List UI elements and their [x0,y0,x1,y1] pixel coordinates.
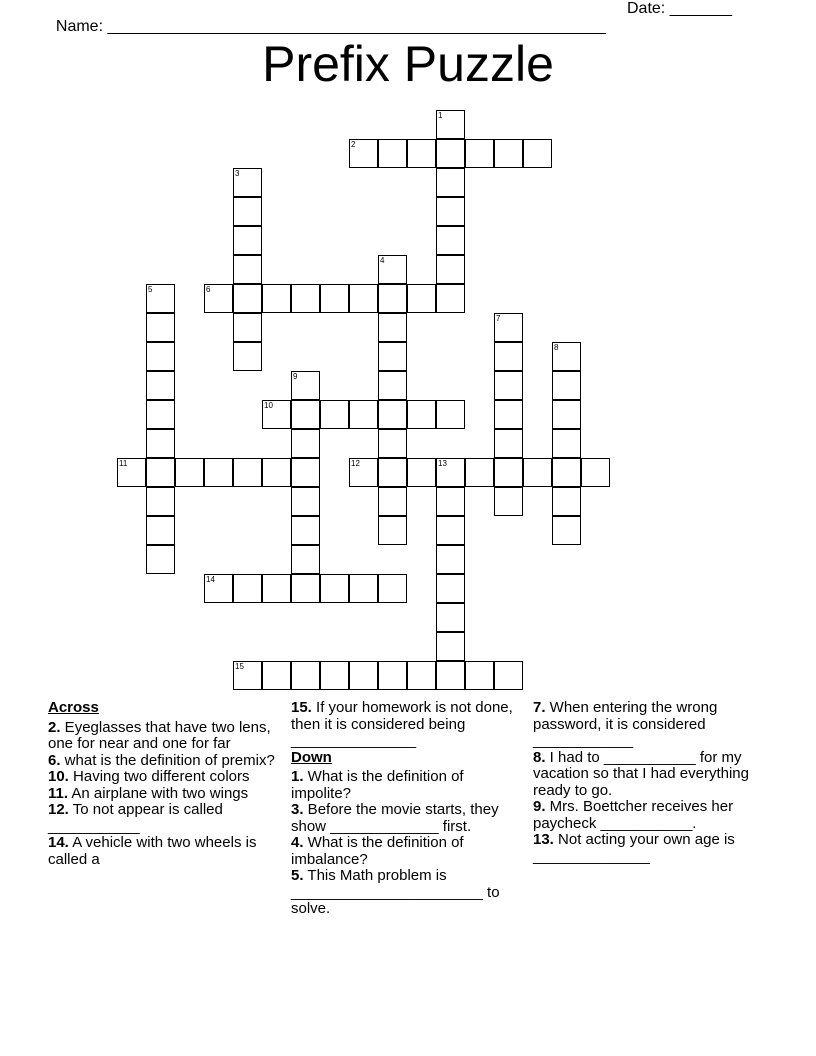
grid-cell[interactable] [407,458,436,487]
grid-cell[interactable] [436,197,465,226]
grid-cell[interactable] [436,632,465,661]
clue-text: What is the definition of imbalance? [291,834,464,868]
grid-cell[interactable] [407,661,436,690]
grid-cell[interactable] [146,400,175,429]
grid-cell[interactable] [436,487,465,516]
clue-text: This Math problem is _______________________ to solve. [291,867,500,917]
clue-item [48,802,284,835]
grid-cell[interactable] [552,458,581,487]
grid-cell[interactable] [262,400,291,429]
grid-cell[interactable] [494,458,523,487]
cell-number: 10 [264,401,273,410]
grid-cell[interactable] [349,574,378,603]
grid-cell[interactable] [291,516,320,545]
clue-text: If your homework is not done, then it is considered being _______________ [291,699,513,749]
grid-cell[interactable] [291,284,320,313]
across-clue-list [48,720,284,869]
grid-cell[interactable] [494,400,523,429]
clue-number: 8. [533,748,546,766]
cell-number: 4 [380,256,385,265]
cell-number: 3 [235,169,240,178]
grid-cell[interactable] [436,226,465,255]
grid-cell[interactable] [291,574,320,603]
grid-cell[interactable] [378,400,407,429]
clue-number: 7. [533,699,546,716]
grid-cell[interactable] [552,516,581,545]
grid-cell[interactable] [523,458,552,487]
clue-number: 1. [291,768,304,785]
cell-number: 5 [148,285,153,294]
grid-cell[interactable] [320,574,349,603]
clue-text: A vehicle with two wheels is called a [48,834,257,868]
clue-text: To not appear is called ___________ [48,801,223,835]
grid-cell[interactable] [378,574,407,603]
grid-cell[interactable] [552,371,581,400]
clue-text: What is the definition of impolite? [291,768,464,802]
clue-text: I had to ___________ for my vacation so that I had everything ready to go. [533,748,749,799]
grid-cell[interactable] [407,284,436,313]
grid-cell[interactable] [233,168,262,197]
grid-cell[interactable] [291,487,320,516]
grid-cell[interactable] [436,574,465,603]
grid-cell[interactable] [378,661,407,690]
clue-number: 6. [48,751,61,769]
grid-cell[interactable] [262,284,291,313]
grid-cell[interactable] [378,255,407,284]
grid-cell[interactable] [204,284,233,313]
clue-item [533,799,753,832]
grid-cell[interactable] [146,458,175,487]
date-field[interactable]: Date: _______ [627,0,732,17]
grid-cell[interactable] [146,429,175,458]
grid-cell[interactable] [204,458,233,487]
grid-cell[interactable] [407,400,436,429]
clue-number: 5. [291,867,304,884]
clue-number: 4. [291,834,304,851]
grid-cell[interactable] [146,313,175,342]
grid-cell[interactable] [233,458,262,487]
cell-number: 1 [438,111,443,120]
clue-item [291,802,527,835]
grid-cell[interactable] [320,284,349,313]
grid-cell[interactable] [378,487,407,516]
grid-cell[interactable] [291,371,320,400]
clue-item [533,832,753,865]
grid-cell[interactable] [436,110,465,139]
grid-cell[interactable] [378,139,407,168]
cell-number: 15 [235,662,244,671]
grid-cell[interactable] [349,458,378,487]
grid-cell[interactable] [494,342,523,371]
grid-cell[interactable] [494,487,523,516]
across-clue-list-continued [291,700,527,750]
grid-cell[interactable] [262,458,291,487]
grid-cell[interactable] [494,139,523,168]
grid-cell[interactable] [436,545,465,574]
grid-cell[interactable] [436,603,465,632]
grid-cell[interactable] [146,371,175,400]
down-clue-list-continued [533,700,753,865]
grid-cell[interactable] [262,574,291,603]
grid-cell[interactable] [436,284,465,313]
clue-text: Eyeglasses that have two lens, one for near and one for far [48,718,271,752]
clue-number: 9. [533,798,546,815]
grid-cell[interactable] [378,284,407,313]
grid-cell[interactable] [349,284,378,313]
grid-cell[interactable] [204,574,233,603]
grid-cell[interactable] [233,284,262,313]
cell-number: 7 [496,314,501,323]
clue-number: 2. [48,718,61,736]
grid-cell[interactable] [146,545,175,574]
grid-cell[interactable] [378,313,407,342]
grid-cell[interactable] [146,342,175,371]
clue-text: Mrs. Boettcher receives her paycheck ___________. [533,798,734,832]
cell-number: 11 [119,459,128,468]
clue-item [291,700,527,750]
cell-number: 14 [206,575,215,584]
grid-cell[interactable] [146,284,175,313]
clue-number: 3. [291,801,304,818]
clue-number: 13. [533,831,554,848]
clue-item [48,786,284,803]
clue-number: 11. [48,784,69,802]
grid-cell[interactable] [146,487,175,516]
clue-text: An airplane with two wings [68,784,249,802]
grid-cell[interactable] [465,458,494,487]
grid-cell[interactable] [233,255,262,284]
grid-cell[interactable] [349,400,378,429]
cell-number: 8 [554,343,559,352]
grid-cell[interactable] [494,371,523,400]
clue-item [533,750,753,800]
clue-number: 12. [48,801,69,818]
down-heading: Down [291,748,332,766]
grid-cell[interactable] [436,400,465,429]
grid-cell[interactable] [233,661,262,690]
grid-cell[interactable] [436,458,465,487]
clue-item [48,769,284,786]
grid-cell[interactable] [349,661,378,690]
grid-cell[interactable] [436,516,465,545]
down-clue-list [291,769,527,918]
grid-cell[interactable] [233,226,262,255]
grid-cell[interactable] [378,342,407,371]
cell-number: 6 [206,285,211,294]
clue-text: Before the movie starts, they show _____________ first. [291,801,499,835]
clue-text: When entering the wrong password, it is considered ____________ [533,699,718,749]
grid-cell[interactable] [291,661,320,690]
grid-cell[interactable] [349,139,378,168]
clues-column-2 [291,700,527,918]
clue-text: Not acting your own age is ______________ [533,831,735,865]
grid-cell[interactable] [494,429,523,458]
clue-item [48,835,284,868]
clue-text: what is the definition of premix? [60,751,275,769]
clue-item [48,753,284,770]
grid-cell[interactable] [233,574,262,603]
grid-cell[interactable] [320,661,349,690]
grid-cell[interactable] [581,458,610,487]
grid-cell[interactable] [291,458,320,487]
clue-item [48,720,284,753]
grid-cell[interactable] [436,139,465,168]
grid-cell[interactable] [233,342,262,371]
grid-cell[interactable] [407,139,436,168]
clue-text: Having two different colors [68,768,250,785]
grid-cell[interactable] [378,429,407,458]
grid-cell[interactable] [494,661,523,690]
cell-number: 12 [351,459,360,468]
grid-cell[interactable] [175,458,204,487]
grid-cell[interactable] [465,139,494,168]
clue-number: 15. [291,699,312,716]
grid-cell[interactable] [436,661,465,690]
grid-cell[interactable] [552,342,581,371]
grid-cell[interactable] [552,487,581,516]
across-heading: Across [48,699,99,716]
grid-cell[interactable] [378,458,407,487]
clue-item [291,769,527,802]
grid-cell[interactable] [378,371,407,400]
grid-cell[interactable] [378,516,407,545]
grid-cell[interactable] [523,139,552,168]
clue-number: 14. [48,834,69,851]
grid-cell[interactable] [320,400,349,429]
clue-item [291,835,527,868]
grid-cell[interactable] [117,458,146,487]
grid-cell[interactable] [552,400,581,429]
clue-number: 10. [48,768,69,785]
grid-cell[interactable] [494,313,523,342]
grid-cell[interactable] [233,197,262,226]
grid-cell[interactable] [465,661,494,690]
name-field[interactable]: Name: ________________________________________________________ [55,18,606,35]
cell-number: 2 [351,140,356,149]
cell-number: 9 [293,372,298,381]
clue-item [533,700,753,750]
grid-cell[interactable] [436,168,465,197]
grid-cell[interactable] [291,429,320,458]
clue-item [291,868,527,918]
grid-cell[interactable] [233,313,262,342]
clues-column-1 [48,700,284,868]
grid-cell[interactable] [436,255,465,284]
grid-cell[interactable] [291,400,320,429]
grid-cell[interactable] [146,516,175,545]
grid-cell[interactable] [262,661,291,690]
clues-column-3 [533,700,753,865]
grid-cell[interactable] [291,545,320,574]
cell-number: 13 [438,459,447,468]
page-title: Prefix Puzzle [262,36,554,92]
grid-cell[interactable] [552,429,581,458]
